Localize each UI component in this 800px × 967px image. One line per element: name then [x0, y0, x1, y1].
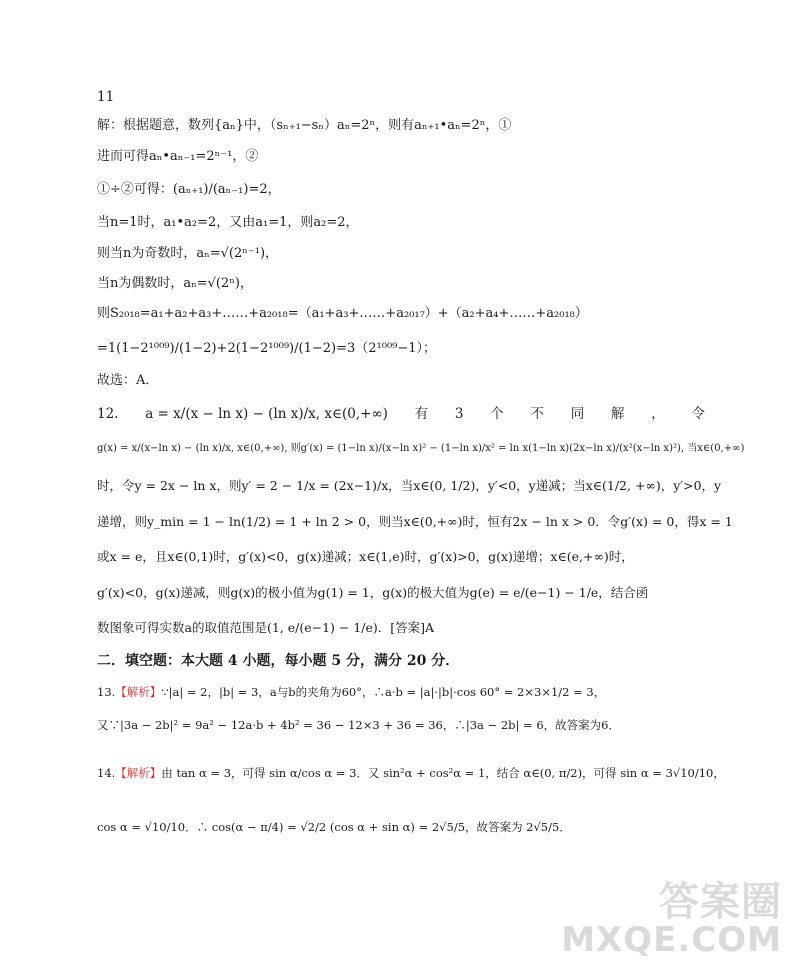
- problem-11-line-8: =1(1−2¹⁰⁰⁹)/(1−2)+2(1−2¹⁰⁰⁹)/(1−2)=3（2¹⁰⁰⁹−1）；: [97, 341, 437, 356]
- problem-14-analysis-tag: 【解析】: [115, 766, 162, 780]
- problem-13-text: ∵|a| = 2，|b| = 3，a与b的夹角为60°，∴a·b = |a|·|b|·cos 60° = 2×3×1/2 = 3，: [161, 685, 606, 699]
- problem-14-text: 由 tan α = 3，可得 sin α/cos α = 3．又 sin²α + cos²α = 1，结合 α∈(0, π/2)，可得 sin α = 3√10/10，: [161, 766, 725, 780]
- problem-12-line-7: 数图象可得实数a的取值范围是(1, e/(e−1) − 1/e)．[答案]A: [97, 620, 435, 635]
- problem-11-line-4: 当n=1时，a₁•a₂=2，又由a₁=1，则a₂=2，: [97, 215, 359, 230]
- problem-12-word-7: ，: [651, 406, 665, 422]
- problem-11-line-7: 则S₂₀₁₈=a₁+a₂+a₃+……+a₂₀₁₈=（a₁+a₃+……+a₂₀₁₇）+（a₂+a₄+……+a₂₀₁₈）: [97, 306, 588, 321]
- problem-12-equation: a = x/(x − ln x) − (ln x)/x, x∈(0,+∞): [145, 406, 388, 422]
- problem-12-word-3: 个: [490, 406, 504, 422]
- problem-11-line-2: 进而可得aₙ•aₙ₋₁=2ⁿ⁻¹，②: [97, 149, 259, 164]
- problem-12-word-2: 3: [454, 406, 464, 422]
- problem-11-answer: 故选：A．: [97, 373, 159, 388]
- problem-14-number: 14.: [97, 766, 116, 780]
- section-heading-fill-in: 二．填空题：本大题 4 小题，每小题 5 分，满分 20 分．: [97, 653, 460, 669]
- problem-12-number: 12.: [97, 406, 119, 422]
- problem-11-line-3: ①÷②可得：(aₙ₊₁)/(aₙ₋₁)=2，: [97, 182, 281, 197]
- problem-11-line-6: 当n为偶数时，aₙ=√(2ⁿ)，: [97, 276, 253, 291]
- problem-11-line-1: 解：根据题意，数列{aₙ}中，（sₙ₊₁−sₙ）aₙ=2ⁿ，则有aₙ₊₁•aₙ=2ⁿ，①: [97, 118, 512, 133]
- problem-12-line-4: 递增，则y_min = 1 − ln(1/2) = 1 + ln 2 > 0，则当x∈(0,+∞)时，恒有2x − ln x > 0．令g′(x) = 0，得x = 1: [97, 514, 733, 529]
- problem-12-word-5: 同: [570, 406, 585, 422]
- watermark-url: MXQE.COM: [561, 920, 782, 960]
- problem-12-line-5: 或x = e，且x∈(0,1)时，g′(x)<0，g(x)递减；x∈(1,e)时，g′(x)>0，g(x)递增；x∈(e,+∞)时，: [97, 549, 634, 564]
- problem-14-line-1: [97, 764, 725, 782]
- problem-12-word-4: 不: [530, 406, 544, 422]
- problem-14-line-2: cos α = √10/10．∴ cos(α − π/4) = √2/2 (cos α + sin α) = 2√5/5，故答案为 2√5/5．: [97, 820, 571, 834]
- problem-12-word-1: 有: [414, 406, 429, 422]
- problem-12-line-3: 时，令y = 2x − ln x，则y′ = 2 − 1/x = (2x−1)/x，当x∈(0, 1/2)，y′<0，y递减；当x∈(1/2, +∞)，y′>0，y: [97, 478, 722, 493]
- problem-13-number: 13.: [97, 685, 116, 699]
- problem-12-line-6: g′(x)<0，g(x)递减，则g(x)的极小值为g(1) = 1，g(x)的极大值为g(e) = e/(e−1) − 1/e，结合函: [97, 585, 649, 600]
- watermark-logo-text: 答案圈: [659, 879, 782, 925]
- problem-12-header: [97, 405, 705, 423]
- problem-11-number: 11: [97, 89, 115, 105]
- problem-11-line-5: 则当n为奇数时，aₙ=√(2ⁿ⁻¹)，: [97, 246, 279, 261]
- problem-12-word-8: 令: [691, 406, 705, 422]
- problem-13-line-1: [97, 683, 605, 701]
- problem-12-line-2: g(x) = x/(x−ln x) − (ln x)/x, x∈(0,+∞), 则g′(x) = (1−ln x)/(x−ln x)² − (1−ln x)/x² = ln x(1−ln x)(2x−ln x)/(x²(x−ln x)²), 当x∈(0,+∞): [97, 443, 745, 454]
- problem-13-analysis-tag: 【解析】: [115, 685, 162, 699]
- problem-13-line-2: 又∵|3a − 2b|² = 9a² − 12a·b + 4b² = 36 − 12×3 + 36 = 36，∴|3a − 2b| = 6，故答案为6．: [97, 718, 620, 732]
- problem-12-word-6: 解: [610, 406, 625, 422]
